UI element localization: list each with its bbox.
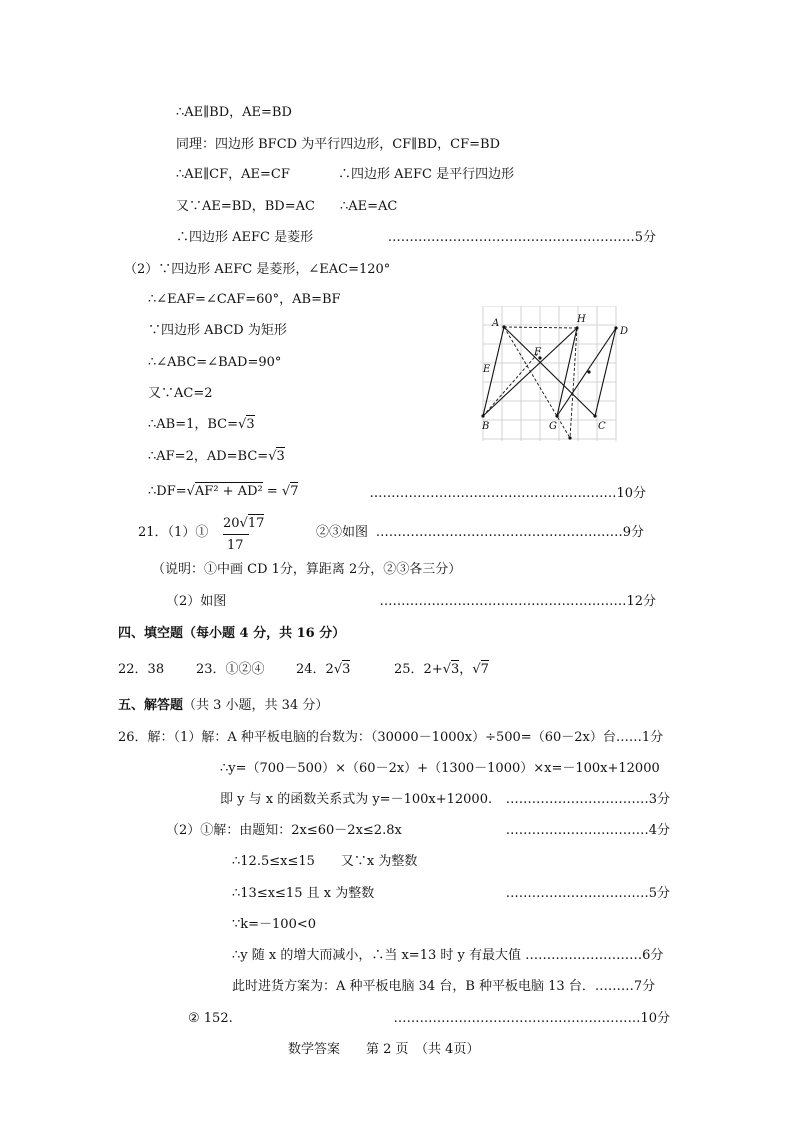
q26-line-2: ∴y=（700－500）×（60－2x）+（1300－1000）×x=－100x+12000 bbox=[220, 761, 660, 776]
q26-line-4: （2）①解：由题知：2x≤60－2x≤2.8x bbox=[166, 823, 402, 838]
score-5b: ……………………………5分 bbox=[505, 886, 670, 901]
label-H: H bbox=[577, 314, 586, 325]
label-G: G bbox=[549, 421, 557, 432]
label-D: D bbox=[620, 326, 629, 337]
q21-part-2: （2）如图 bbox=[166, 594, 227, 609]
score-3: ……………………………3分 bbox=[505, 792, 670, 807]
proof-line-8: ∵四边形 ABCD 为矩形 bbox=[148, 323, 287, 338]
proof-line-4b: ∴AE=AC bbox=[340, 199, 398, 214]
proof-line-10: 又∵AC=2 bbox=[148, 386, 213, 401]
proof-line-5: ∴四边形 AEFC 是菱形 bbox=[176, 230, 314, 245]
proof-line-1: ∴AE∥BD，AE=BD bbox=[176, 105, 292, 120]
q26-line-10: ② 152. bbox=[188, 1011, 233, 1026]
proof-line-7: ∴∠EAF=∠CAF=60°，AB=BF bbox=[148, 292, 341, 307]
score-10b: …………………………………………………10分 bbox=[393, 1011, 670, 1026]
answer-23: 23．①②④ bbox=[196, 662, 265, 677]
q21-label: 21．（1）① bbox=[138, 525, 209, 540]
q26-line-1: 26．解：（1）解：A 种平板电脑的台数为：（30000－1000x）÷500=（60－2x）台……1分 bbox=[118, 730, 664, 745]
q26-line-8: ∴y 随 x 的增大而减小，∴当 x=13 时 y 有最大值 ………………………6分 bbox=[232, 948, 664, 963]
section-4-title: 四、填空题（每小题 4 分，共 16 分） bbox=[118, 626, 346, 641]
q21-denominator: 17 bbox=[227, 538, 244, 553]
answer-25: 25．2+√3，√7 bbox=[394, 662, 489, 677]
answer-24: 24．2√3 bbox=[296, 662, 351, 677]
page-footer: 数学答案 第 2 页 （共 4页） bbox=[288, 1042, 480, 1057]
score-4: ……………………………4分 bbox=[505, 823, 670, 838]
q21-note: （说明：①中画 CD 1分，算距离 2分，②③各三分） bbox=[152, 562, 462, 577]
label-A: A bbox=[492, 318, 500, 329]
q26-line-5: ∴12.5≤x≤15 又∵x 为整数 bbox=[232, 854, 418, 869]
section-5-title: 五、解答题（共 3 小题，共 34 分） bbox=[118, 698, 329, 713]
proof-line-3a: ∴AE∥CF，AE=CF bbox=[176, 167, 290, 182]
part2-header: （2）∵四边形 AEFC 是菱形，∠EAC=120° bbox=[124, 262, 391, 277]
q26-line-6: ∴13≤x≤15 且 x 为整数 bbox=[232, 886, 375, 901]
score-10: …………………………………………………10分 bbox=[369, 486, 646, 501]
proof-line-4a: 又∵AE=BD，BD=AC bbox=[176, 199, 315, 214]
q26-line-9: 此时进货方案为：A 种平板电脑 34 台，B 种平板电脑 13 台．………7分 bbox=[232, 979, 656, 994]
label-E: E bbox=[483, 364, 491, 375]
geometry-figure bbox=[478, 306, 636, 446]
q21-numerator: 20√17 bbox=[223, 516, 265, 531]
label-F: F bbox=[534, 347, 541, 358]
proof-line-13: ∴DF=√AF² + AD² = √7 bbox=[148, 484, 299, 499]
proof-line-3b: ∴四边形 AEFC 是平行四边形 bbox=[338, 167, 515, 182]
score-9: …………………………………………………9分 bbox=[375, 525, 644, 540]
score-5: …………………………………………………5分 bbox=[387, 230, 656, 245]
label-C: C bbox=[598, 421, 606, 432]
proof-line-2: 同理：四边形 BFCD 为平行四边形，CF∥BD，CF=BD bbox=[176, 137, 500, 152]
score-12: …………………………………………………12分 bbox=[379, 594, 656, 609]
solid-lines bbox=[483, 327, 616, 416]
q21-fraction bbox=[223, 516, 265, 556]
q26-line-7: ∵k=－100<0 bbox=[232, 917, 317, 932]
proof-line-12: ∴AF=2，AD=BC=√3 bbox=[148, 449, 285, 464]
q26-line-3: 即 y 与 x 的函数关系式为 y=－100x+12000. bbox=[220, 792, 493, 807]
answer-22: 22．38 bbox=[118, 662, 165, 677]
q21-part-b: ②③如图 bbox=[316, 525, 369, 540]
label-B: B bbox=[482, 421, 490, 432]
proof-line-9: ∴∠ABC=∠BAD=90° bbox=[148, 355, 282, 370]
proof-line-11: ∴AB=1，BC=√3 bbox=[148, 417, 255, 432]
